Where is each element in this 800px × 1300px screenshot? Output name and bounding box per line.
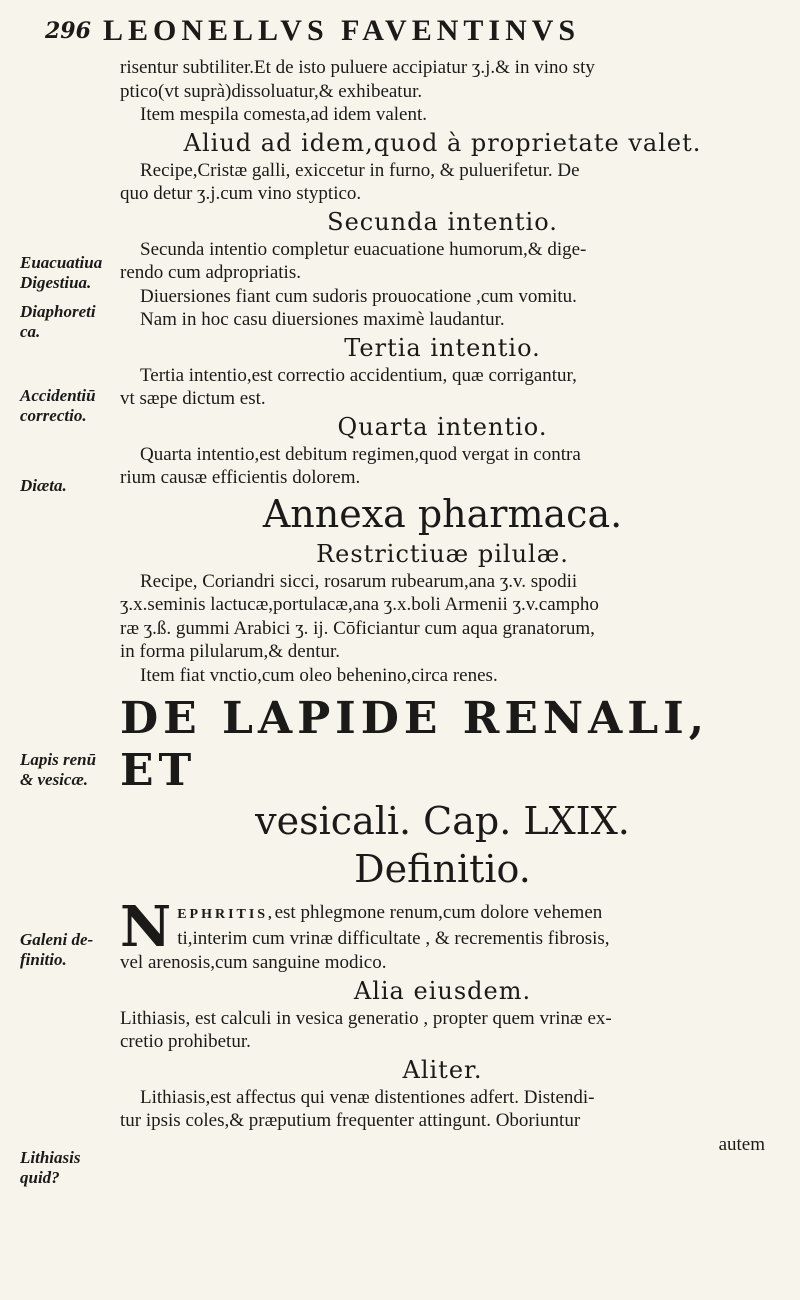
text-line: est phlegmone renum,cum dolore vehemen bbox=[274, 902, 603, 923]
text-line: tur ipsis coles,& præputium frequenter attingunt. Oboriuntur bbox=[120, 1110, 581, 1131]
text-line: ptico(vt suprà)dissoluatur,& exhibeatur. bbox=[120, 80, 423, 102]
catchword: autem bbox=[718, 1133, 765, 1155]
text-line: Nam in hoc casu diuersiones maximè laudantur. bbox=[140, 309, 505, 330]
margin-note-galeni: Galeni de- finitio. bbox=[20, 930, 94, 969]
chapter-subheading: vesicali. Cap. LXIX. bbox=[255, 799, 630, 843]
section-heading: Secunda intentio. bbox=[327, 207, 558, 236]
section-heading: Tertia intentio. bbox=[344, 333, 541, 362]
text-line: Tertia intentio,est correctio accidentium, quæ corrigantur, bbox=[140, 364, 577, 386]
text-line: quo detur ʒ.j.cum vino styptico. bbox=[120, 183, 362, 204]
text-line: risentur subtiliter.Et de isto puluere accipiatur ʒ.j.& in vino sty bbox=[120, 57, 595, 78]
text-line: Lithiasis, est calculi in vesica generatio , propter quem vrinæ ex- bbox=[120, 1007, 612, 1029]
text-line: cretio prohibetur. bbox=[120, 1031, 251, 1052]
drop-cap: N bbox=[120, 894, 172, 960]
margin-note-lapis: Lapis renū & vesicæ. bbox=[20, 750, 97, 789]
margin-note-lithiasis: Lithiasis quid? bbox=[20, 1148, 81, 1187]
section-heading: Restrictiuæ pilulæ. bbox=[316, 539, 569, 568]
text-line: Item mespila comesta,ad idem valent. bbox=[140, 104, 428, 125]
small-caps-word: EPHRITIS, bbox=[177, 907, 275, 922]
text-line: Secunda intentio completur euacuatione humorum,& dige- bbox=[140, 238, 587, 260]
section-heading: Aliter. bbox=[402, 1055, 483, 1084]
text-line: ti,interim cum vrinæ difficultate , & recrementis fibrosis, bbox=[177, 927, 610, 949]
main-text bbox=[120, 56, 765, 1156]
section-heading: Quarta intentio. bbox=[337, 412, 548, 441]
margin-note-accidentium: Accidentiū correctio. bbox=[20, 386, 96, 425]
chapter-heading: DE LAPIDE RENALI, ET bbox=[120, 693, 710, 796]
definition-paragraph bbox=[120, 894, 765, 975]
section-heading: Alia eiusdem. bbox=[353, 976, 532, 1005]
text-line: Diuersiones fiant cum sudoris prouocatione ,cum vomitu. bbox=[140, 285, 577, 307]
page-number: 296 bbox=[45, 18, 91, 44]
text-line: Recipe,Cristæ galli, exiccetur in furno, & puluerifetur. De bbox=[140, 159, 580, 181]
margin-note-euacuatiua: Euacuatiua Digestiua. bbox=[20, 253, 103, 292]
text-line: rium causæ efficientis dolorem. bbox=[120, 467, 361, 488]
margin-note-diaphoretica: Diaphoreti ca. bbox=[20, 302, 96, 341]
text-line: ʒ.x.seminis lactucæ,portulacæ,ana ʒ.x.boli Armenii ʒ.v.campho bbox=[120, 594, 599, 615]
text-line: Lithiasis,est affectus qui venæ distentiones adfert. Distendi- bbox=[140, 1086, 595, 1108]
text-line: rendo cum adpropriatis. bbox=[120, 262, 301, 283]
text-line: vt sæpe dictum est. bbox=[120, 388, 266, 409]
text-line: Item fiat vnctio,cum oleo behenino,circa renes. bbox=[140, 664, 498, 686]
text-line: Quarta intentio,est debitum regimen,quod vergat in contra bbox=[140, 443, 581, 465]
definition-heading: Definitio. bbox=[354, 847, 531, 891]
page-header bbox=[45, 14, 760, 52]
text-line: in forma pilularum,& dentur. bbox=[120, 641, 341, 662]
text-line: ræ ʒ.ß. gummi Arabici ʒ. ij. Cōficiantur cum aqua granatorum, bbox=[120, 617, 595, 639]
text-line: vel arenosis,cum sanguine modico. bbox=[120, 952, 387, 973]
text-line: Recipe, Coriandri sicci, rosarum rubearum,ana ʒ.v. spodii bbox=[140, 570, 578, 592]
running-head: LEONELLVS FAVENTINVS bbox=[103, 14, 581, 47]
section-heading-large: Annexa pharmaca. bbox=[262, 491, 623, 536]
margin-note-diaeta: Diæta. bbox=[20, 476, 67, 495]
section-heading: Aliud ad idem,quod à proprietate valet. bbox=[183, 128, 702, 157]
